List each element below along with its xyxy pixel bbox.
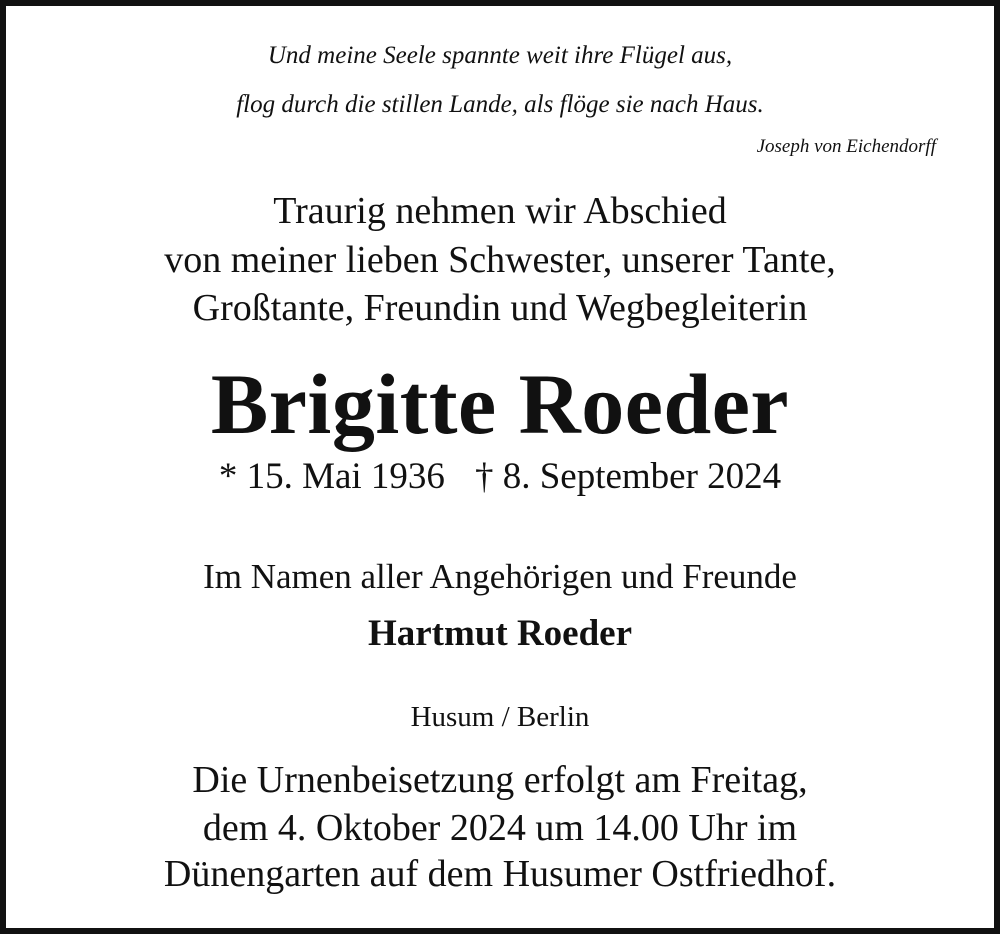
family-intro: Im Namen aller Angehörigen und Freunde <box>203 557 797 596</box>
intro-line-2: von meiner lieben Schwester, unserer Tante, <box>164 239 836 281</box>
intro-line-1: Traurig nehmen wir Abschied <box>273 190 727 232</box>
quote-author: Joseph von Eichendorff <box>756 136 936 157</box>
quote-line-2: flog durch die stillen Lande, als flöge sie nach Haus. <box>236 91 764 118</box>
life-dates <box>6 458 994 495</box>
burial-line-3: Dünengarten auf dem Husumer Ostfriedhof. <box>163 853 837 895</box>
deceased-name: Brigitte Roeder <box>210 356 790 452</box>
quote-line-1: Und meine Seele spannte weit ihre Flügel aus, <box>267 42 733 69</box>
signer-name: Hartmut Roeder <box>367 613 633 654</box>
death-date: † 8. September 2024 <box>474 456 782 497</box>
intro-line-3: Großtante, Freundin und Wegbegleiterin <box>192 287 808 329</box>
places: Husum / Berlin <box>410 701 590 733</box>
birth-date: * 15. Mai 1936 <box>218 456 445 497</box>
burial-line-2: dem 4. Oktober 2024 um 14.00 Uhr im <box>202 807 798 849</box>
burial-line-1: Die Urnenbeisetzung erfolgt am Freitag, <box>192 759 808 801</box>
